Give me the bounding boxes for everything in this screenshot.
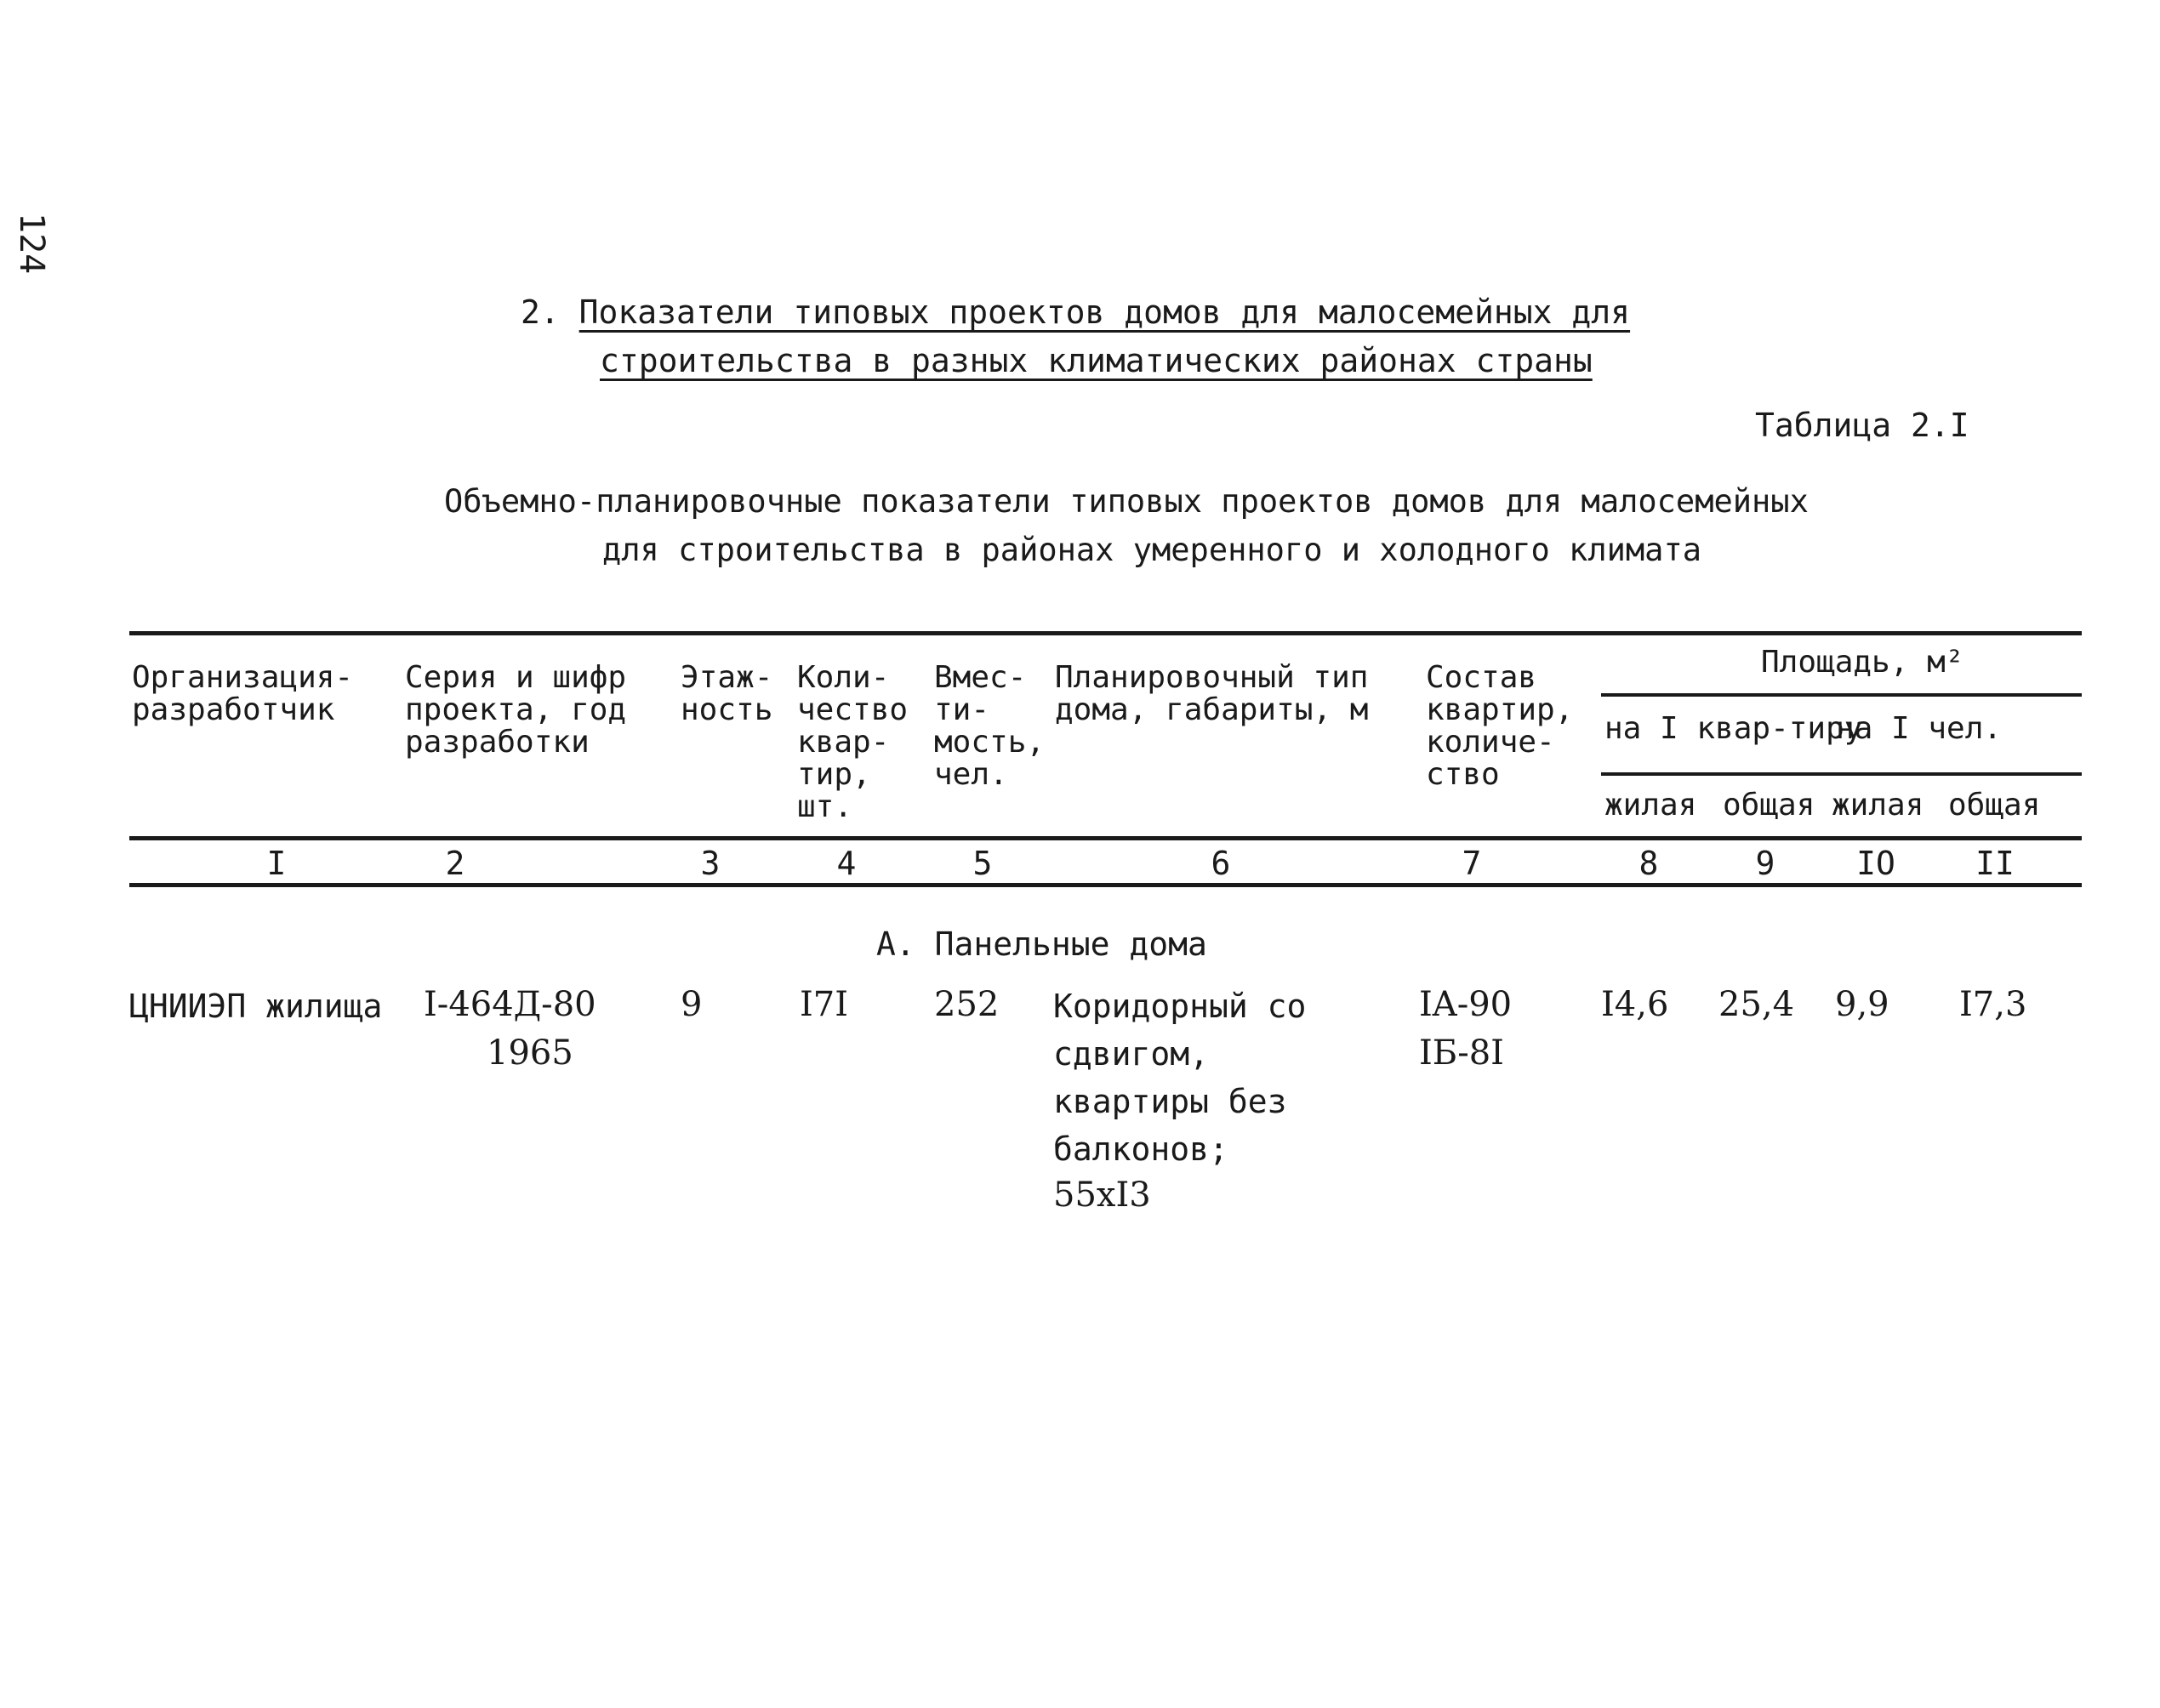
heading-line-2: строительства в разных климатических районах страны xyxy=(600,342,1593,379)
header-apartment-count: Коли-чество квар-тир, шт. xyxy=(797,660,909,824)
area-subsubheader-rule xyxy=(1601,772,2082,776)
cell-total-per-person: I7,3 xyxy=(1959,985,2027,1024)
cell-plan-type-line: балконов; xyxy=(1053,1130,1228,1168)
cell-apartment-count: I7I xyxy=(800,985,849,1024)
header-composition: Состав квартир, количе-ство xyxy=(1426,660,1574,792)
header-organization: Организация-разработчик xyxy=(132,660,354,727)
cell-living-per-person: 9,9 xyxy=(1835,985,1889,1024)
column-number: I xyxy=(266,845,287,882)
table-caption-line-2: для строительства в районах умеренного и холодного климата xyxy=(602,532,1702,568)
cell-plan-type-line: сдвигом, xyxy=(1053,1035,1210,1073)
section-heading xyxy=(521,293,1630,331)
column-number: 2 xyxy=(445,845,465,882)
header-living-per-apartment: жилая xyxy=(1604,788,1697,823)
cell-year: 1965 xyxy=(487,1033,573,1073)
column-number: 6 xyxy=(1211,845,1231,882)
header-total-per-apartment: общая xyxy=(1723,788,1815,823)
heading-prefix: 2. xyxy=(521,293,560,331)
section-title: А. Панельные дома xyxy=(876,925,1207,963)
table-caption-line-1: Объемно-планировочные показатели типовых проектов домов для малосемейных xyxy=(444,483,1809,520)
cell-composition-line: IБ-8I xyxy=(1419,1033,1504,1073)
header-series: Серия и шифр проекта, год разработки xyxy=(405,660,627,760)
header-living-per-person: жилая xyxy=(1832,788,1924,823)
column-number: 5 xyxy=(972,845,993,882)
cell-plan-dimensions: 55xI3 xyxy=(1053,1176,1151,1215)
area-subheader-rule xyxy=(1601,693,2082,697)
cell-series: I-464Д-80 xyxy=(424,985,596,1024)
header-total-per-person: общая xyxy=(1948,788,2041,823)
column-number: 7 xyxy=(1462,845,1482,882)
cell-composition-line: IA-90 xyxy=(1419,985,1513,1024)
page-number: 124 xyxy=(12,213,51,275)
heading-line-1: Показатели типовых проектов домов для малосемейных для xyxy=(578,293,1631,331)
column-number: 9 xyxy=(1755,845,1775,882)
header-capacity: Вмес-ти-мость, чел. xyxy=(934,660,1046,792)
column-number: 8 xyxy=(1639,845,1659,882)
header-plan-type: Планировочный тип дома, габариты, м xyxy=(1055,660,1369,727)
cell-floors: 9 xyxy=(681,985,703,1024)
cell-plan-type-line: квартиры без xyxy=(1053,1083,1287,1120)
cell-plan-type-line: Коридорный со xyxy=(1053,988,1307,1025)
table-top-rule xyxy=(129,631,2082,635)
header-bottom-rule xyxy=(129,836,2082,840)
cell-organization: ЦНИИЭП жилища xyxy=(129,988,383,1025)
header-area: Площадь, м² xyxy=(1761,645,1964,680)
header-per-apartment: на I квар-тиру xyxy=(1604,711,1863,746)
cell-living-per-apartment: I4,6 xyxy=(1601,985,1669,1024)
column-number: II xyxy=(1975,845,2015,882)
column-number: IO xyxy=(1856,845,1895,882)
header-floors: Этаж-ность xyxy=(681,660,773,727)
column-number: 3 xyxy=(700,845,721,882)
table-label: Таблица 2.I xyxy=(1755,407,1969,444)
cell-capacity: 252 xyxy=(934,985,1000,1024)
header-per-person: на I чел. xyxy=(1836,711,2003,746)
cell-total-per-apartment: 25,4 xyxy=(1718,985,1795,1024)
column-numbers-rule xyxy=(129,883,2082,887)
column-number: 4 xyxy=(836,845,857,882)
